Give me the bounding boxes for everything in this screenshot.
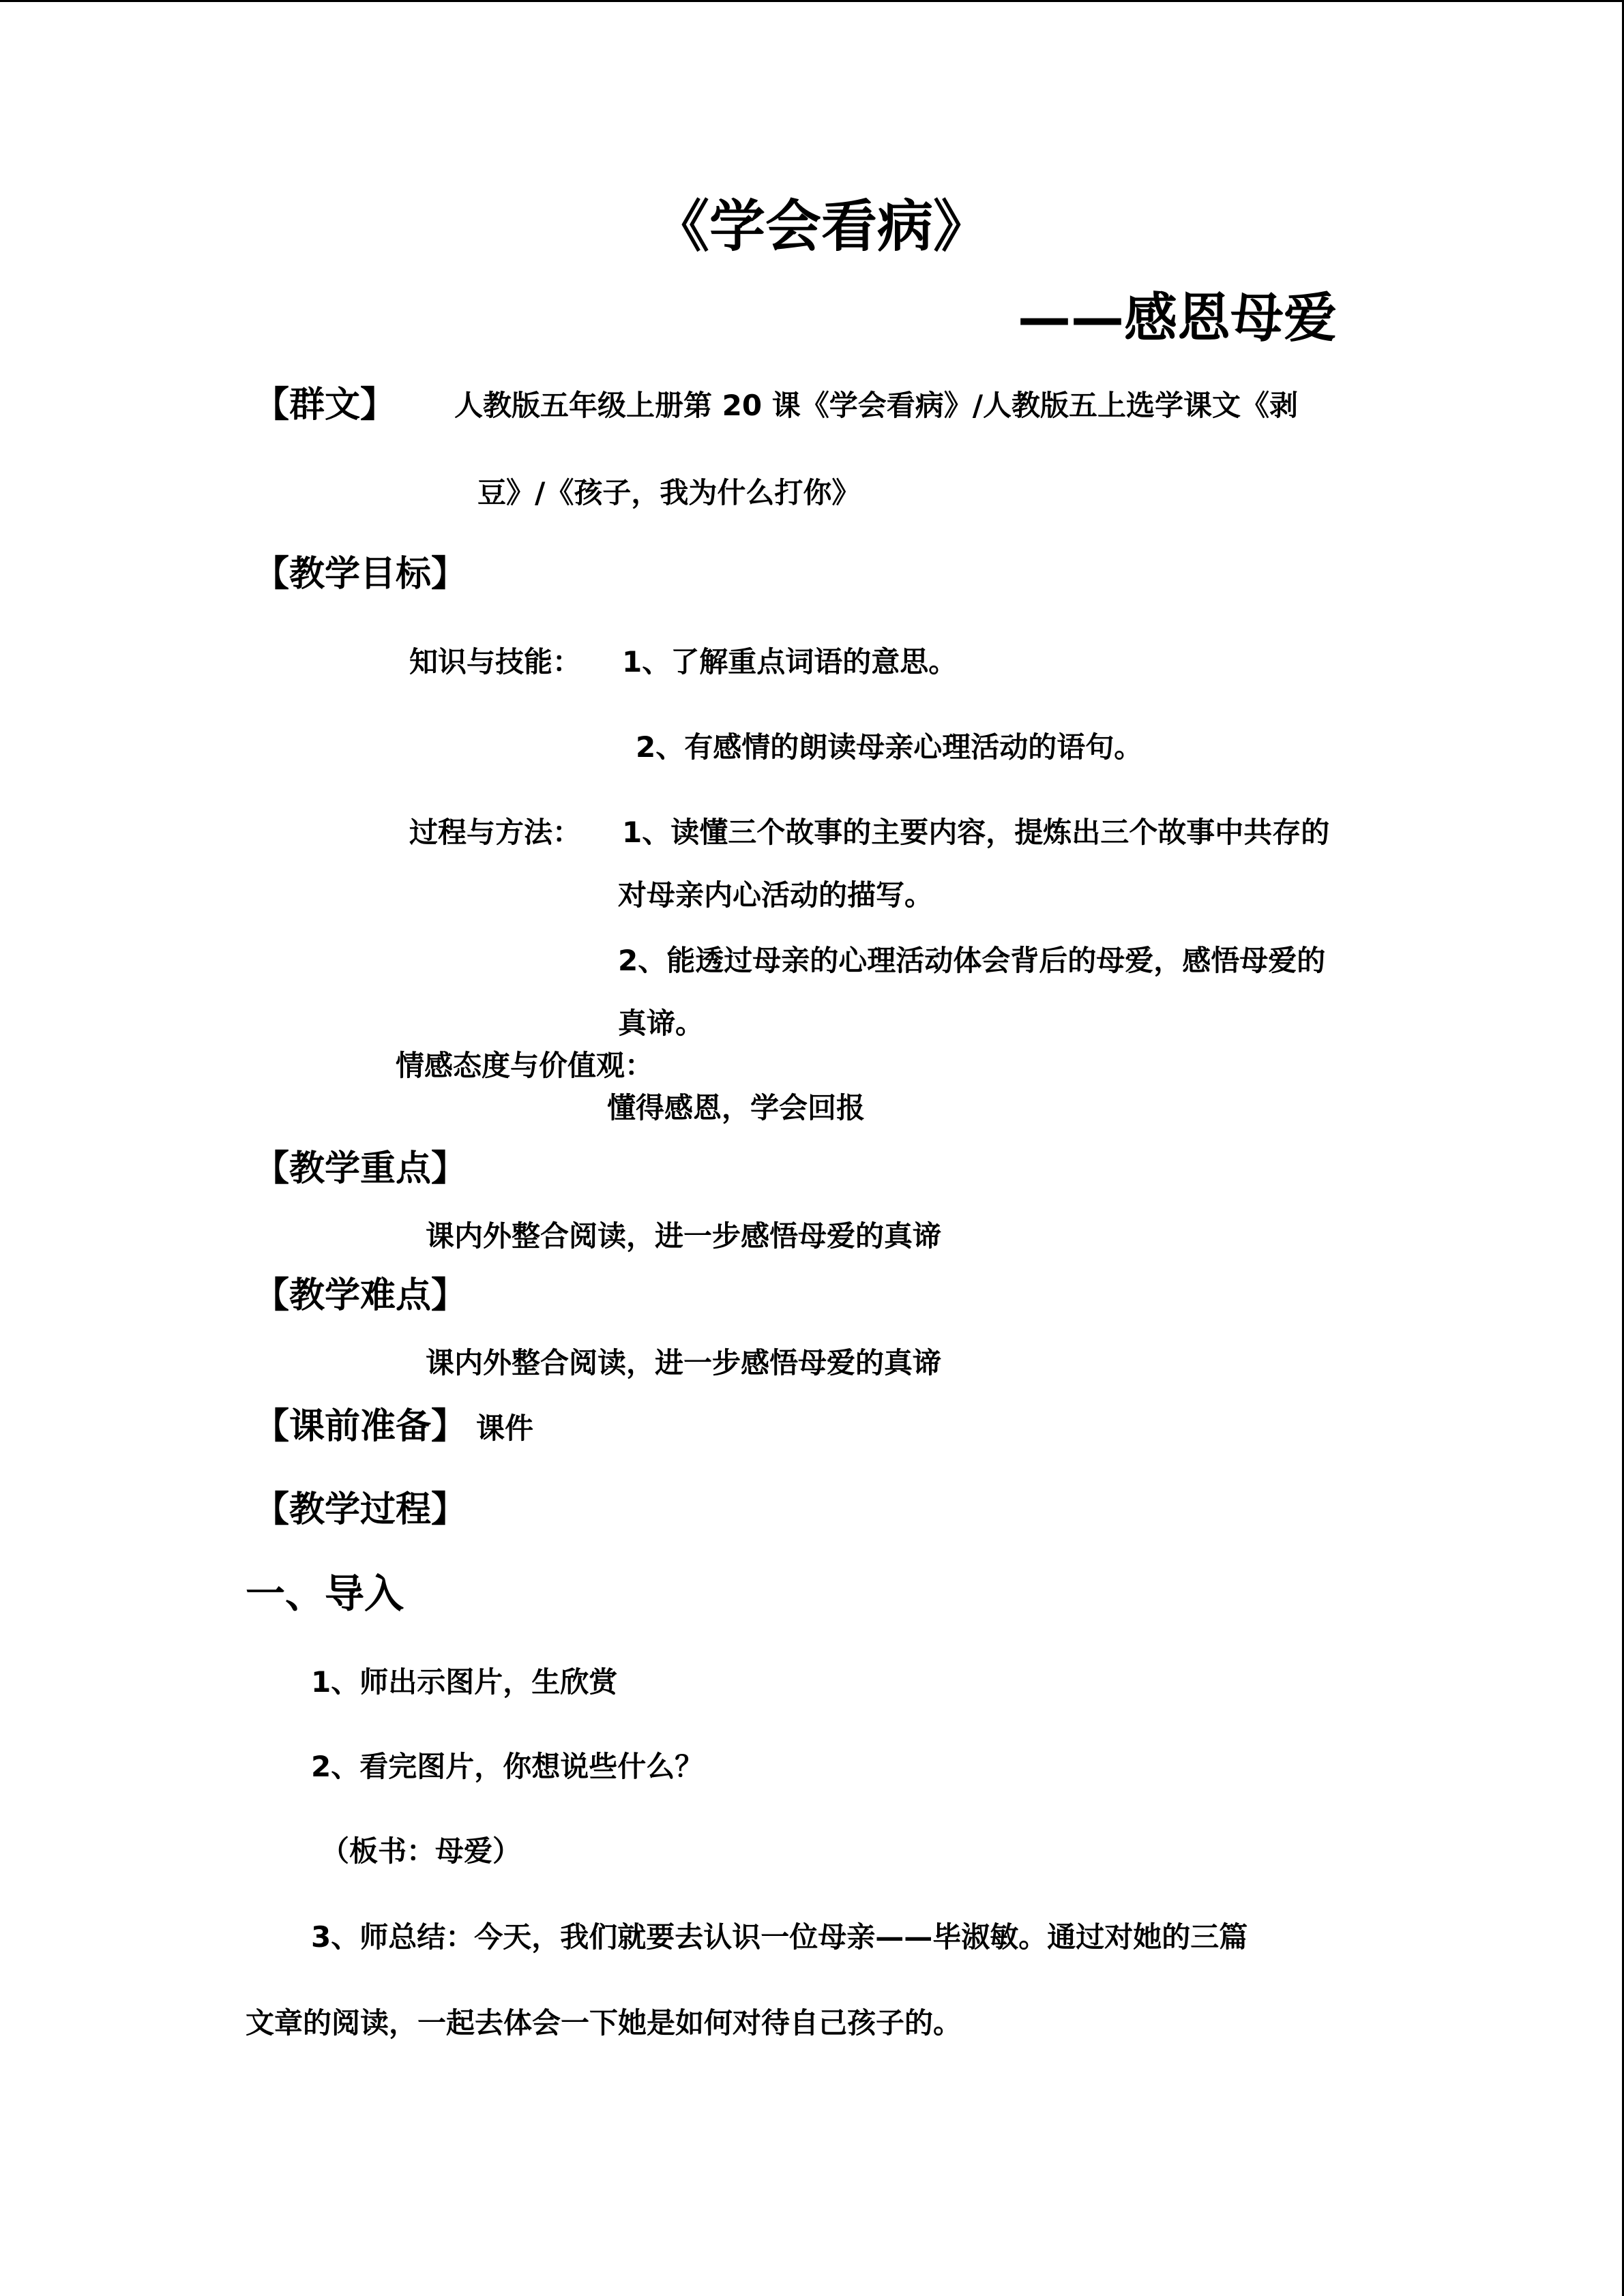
- intro-step-2: 2、看完图片，你想说些什么？: [311, 1750, 704, 1783]
- section-intro-heading: 一、导入: [246, 1570, 404, 1617]
- emotion-label: 情感态度与价值观：: [396, 1049, 654, 1082]
- emotion-item-1: 懂得感恩，学会回报: [607, 1091, 866, 1124]
- knowledge-label: 知识与技能：: [409, 645, 582, 679]
- qunwen-line-2: 豆》/《孩子，我为什么打你》: [477, 476, 861, 509]
- key-point-label: 【教学重点】: [254, 1148, 467, 1189]
- intro-board-note: （板书：母爱）: [321, 1834, 522, 1868]
- intro-step-3a: 3、师总结：今天，我们就要去认识一位母亲——毕淑敏。通过对她的三篇: [311, 1920, 1248, 1954]
- process-item-2b: 真谛。: [618, 1007, 705, 1040]
- qunwen-label: 【群文】: [254, 385, 396, 426]
- process-item-2a: 2、能透过母亲的心理活动体会背后的母爱，感悟母爱的: [618, 944, 1326, 977]
- difficulty-label: 【教学难点】: [254, 1275, 467, 1316]
- key-point-text: 课内外整合阅读，进一步感悟母爱的真谛: [426, 1219, 942, 1253]
- objectives-label: 【教学目标】: [254, 554, 467, 595]
- difficulty-text: 课内外整合阅读，进一步感悟母爱的真谛: [426, 1346, 942, 1380]
- qunwen-line-1: 人教版五年级上册第 20 课《学会看病》/人教版五上选学课文《剥: [454, 389, 1299, 422]
- document-title: 《学会看病》: [653, 194, 990, 259]
- intro-step-3b: 文章的阅读，一起去体会一下她是如何对待自己孩子的。: [246, 2006, 962, 2040]
- prep-label: 【课前准备】: [254, 1406, 467, 1447]
- page-border-top: [0, 0, 1624, 2]
- document-subtitle: ——感恩母爱: [1018, 288, 1338, 349]
- process-label: 过程与方法：: [409, 816, 582, 849]
- knowledge-item-2: 2、有感情的朗读母亲心理活动的语句。: [636, 730, 1143, 764]
- process-item-1b: 对母亲内心活动的描写。: [618, 878, 934, 912]
- prep-text: 课件: [476, 1412, 534, 1445]
- knowledge-item-1: 1、了解重点词语的意思。: [622, 645, 958, 679]
- process-item-1a: 1、读懂三个故事的主要内容，提炼出三个故事中共存的: [622, 816, 1330, 849]
- intro-step-1: 1、师出示图片，生欣赏: [311, 1665, 618, 1699]
- teaching-process-label: 【教学过程】: [254, 1489, 467, 1530]
